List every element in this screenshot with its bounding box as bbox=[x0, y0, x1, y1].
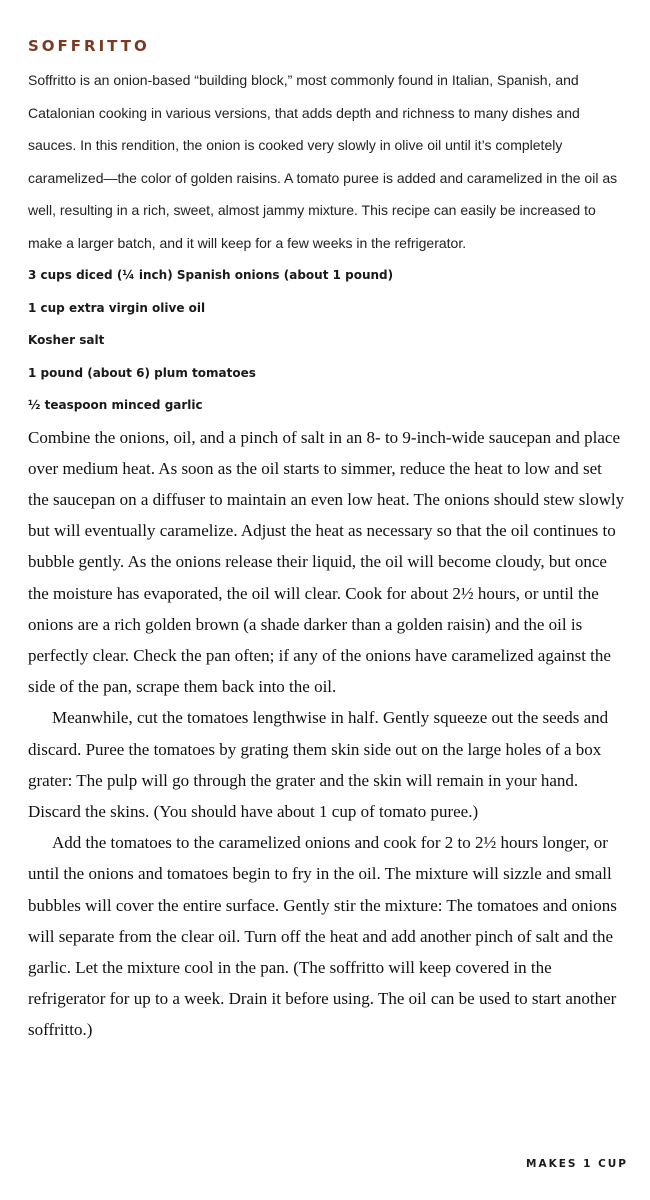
method-step-1: Combine the onions, oil, and a pinch of salt in an 8- to 9-inch-wide saucepan and place over medium heat. As soon as the oil starts to simmer, reduce the heat to low and set the saucepan on a diffuser to maintain an even low heat. The onions should stew slowly but will eventually caramelize. Adjust the heat as necessary so that the oil continues to bubble gently. As the onions release their liquid, the oil will become cloudy, but once the moisture has evaporated, the oil will clear. Cook for about 2½ hours, or until the onions are a rich golden brown (a shade darker than a golden raisin) and the oil is perfectly clear. Check the pan often; if any of the onions have caramelized against the side of the pan, scrape them back into the oil. bbox=[28, 427, 625, 697]
recipe-page bbox=[28, 34, 626, 1046]
method-step-2: Meanwhile, cut the tomatoes lengthwise in half. Gently squeeze out the seeds and discard. Puree the tomatoes by grating them skin side out on the large holes of a box grater: The pulp will go through the grater and the skin will remain in your hand. Discard the skins. (You should have about 1 cup of tomato puree.) bbox=[28, 708, 609, 821]
ingredient-item: 3 cups diced (¼ inch) Spanish onions (about 1 pound) bbox=[28, 268, 394, 282]
ingredient-item: 1 cup extra virgin olive oil bbox=[28, 300, 206, 315]
recipe-yield: MAKES 1 CUP bbox=[526, 1158, 628, 1170]
ingredient-item: ½ teaspoon minced garlic bbox=[28, 398, 203, 412]
recipe-title: SOFFRITTO bbox=[28, 37, 150, 55]
method-step-3: Add the tomatoes to the caramelized onions and cook for 2 to 2½ hours longer, or until the onions and tomatoes begin to fry in the oil. The mixture will sizzle and small bubbles will cover the entire surface. Gently stir the mixture: The tomatoes and onions will separate from the clear oil. Turn off the heat and add another pinch of salt and the garlic. Let the mixture cool in the pan. (The soffritto will keep covered in the refrigerator for up to a week. Drain it before using. The oil can be used to start another soffritto.) bbox=[28, 833, 617, 1040]
ingredient-list bbox=[28, 259, 626, 422]
recipe-intro: Soffritto is an onion-based “building block,” most commonly found in Italian, Spanish, and Catalonian cooking in various versions, that adds depth and richness to many dishes and sauces. In this rendition, the onion is cooked very slowly in olive oil until it’s completely caramelized—the color of golden raisins. A tomato puree is added and caramelized in the oil as well, resulting in a rich, sweet, almost jammy mixture. This recipe can easily be increased to make a larger batch, and it will keep for a few weeks in the refrigerator. bbox=[28, 72, 618, 251]
ingredient-item: 1 pound (about 6) plum tomatoes bbox=[28, 365, 256, 380]
ingredient-item: Kosher salt bbox=[28, 333, 105, 347]
